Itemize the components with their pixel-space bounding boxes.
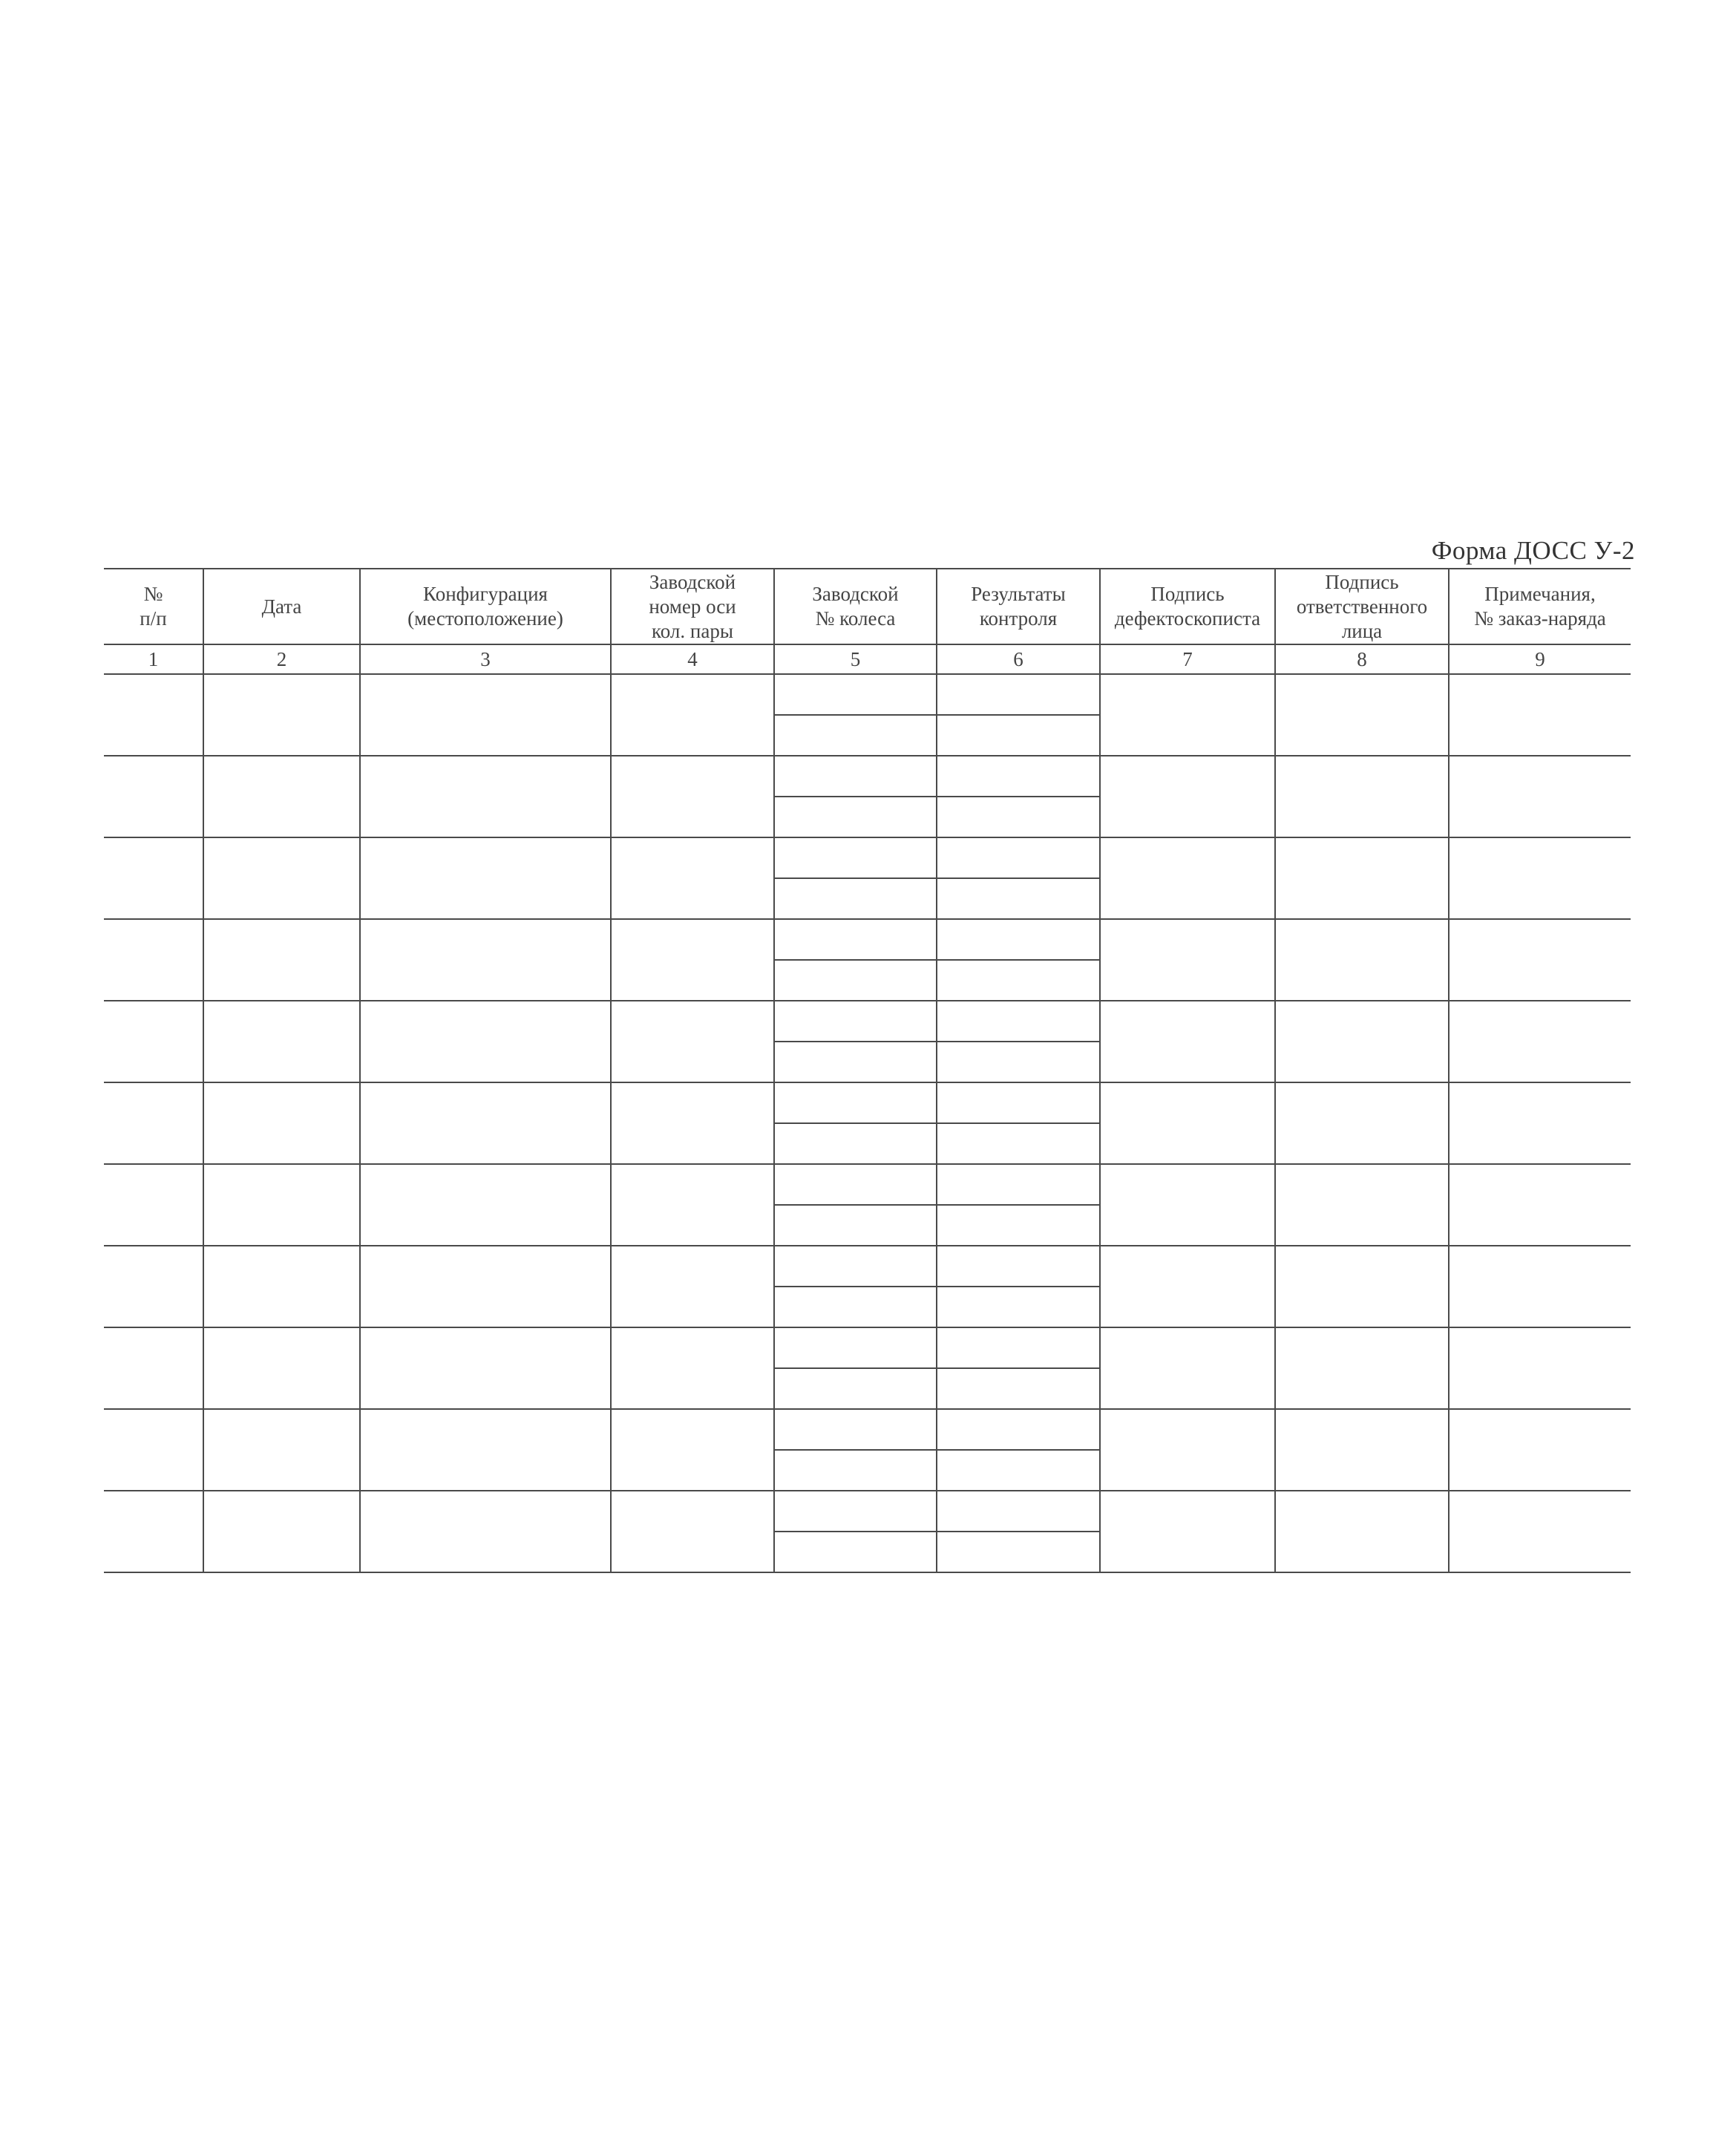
cell-configuration[interactable] [360, 919, 611, 1001]
cell-wheel-number[interactable] [774, 1001, 937, 1042]
cell-responsible-signature[interactable] [1275, 1246, 1449, 1327]
cell-number[interactable] [104, 1164, 203, 1246]
header-text-line: контроля [979, 607, 1058, 630]
header-text-line: Заводской [812, 583, 899, 605]
column-number: 7 [1100, 644, 1275, 674]
cell-date[interactable] [203, 1409, 360, 1491]
cell-date[interactable] [203, 1327, 360, 1409]
cell-results[interactable] [937, 1246, 1100, 1287]
cell-wheel-number[interactable] [774, 1287, 937, 1327]
cell-date[interactable] [203, 1082, 360, 1164]
cell-responsible-signature[interactable] [1275, 756, 1449, 837]
column-number-row [104, 644, 1631, 674]
header-text-line: Дата [261, 595, 302, 618]
entry-row [104, 919, 1631, 960]
cell-results[interactable] [937, 1042, 1100, 1082]
header-text-line: ответственного [1296, 595, 1428, 618]
cell-wheel-number[interactable] [774, 1368, 937, 1409]
cell-wheel-number[interactable] [774, 756, 937, 797]
cell-axle-number[interactable] [611, 756, 774, 837]
cell-number[interactable] [104, 1327, 203, 1409]
journal-entries [104, 674, 1631, 1572]
entry-row [104, 756, 1631, 797]
cell-number[interactable] [104, 1001, 203, 1082]
cell-results[interactable] [937, 1205, 1100, 1246]
cell-inspector-signature[interactable] [1100, 1409, 1275, 1491]
cell-wheel-number[interactable] [774, 715, 937, 756]
cell-responsible-signature[interactable] [1275, 674, 1449, 756]
cell-axle-number[interactable] [611, 837, 774, 919]
cell-axle-number[interactable] [611, 1409, 774, 1491]
header-text-line: Заводской [649, 570, 736, 593]
cell-notes[interactable] [1449, 919, 1631, 1001]
cell-responsible-signature[interactable] [1275, 837, 1449, 919]
column-number: 8 [1275, 644, 1449, 674]
cell-wheel-number[interactable] [774, 1042, 937, 1082]
cell-wheel-number[interactable] [774, 1205, 937, 1246]
header-cell-results [937, 569, 1100, 644]
cell-notes[interactable] [1449, 674, 1631, 756]
cell-results[interactable] [937, 674, 1100, 715]
header-cell-axle-number [611, 569, 774, 644]
cell-wheel-number[interactable] [774, 1409, 937, 1450]
cell-wheel-number[interactable] [774, 837, 937, 878]
entry-row [104, 837, 1631, 878]
cell-wheel-number[interactable] [774, 1491, 937, 1532]
cell-wheel-number[interactable] [774, 1327, 937, 1368]
cell-notes[interactable] [1449, 756, 1631, 837]
cell-results[interactable] [937, 1368, 1100, 1409]
cell-inspector-signature[interactable] [1100, 1327, 1275, 1409]
cell-notes[interactable] [1449, 1082, 1631, 1164]
cell-configuration[interactable] [360, 1491, 611, 1572]
header-text-line: Примечания, [1484, 583, 1596, 605]
cell-number[interactable] [104, 837, 203, 919]
cell-results[interactable] [937, 1082, 1100, 1123]
header-cell-date [203, 569, 360, 644]
cell-inspector-signature[interactable] [1100, 1491, 1275, 1572]
cell-wheel-number[interactable] [774, 797, 937, 837]
cell-configuration[interactable] [360, 756, 611, 837]
journal-table [104, 568, 1631, 1573]
cell-results[interactable] [937, 878, 1100, 919]
entry-row [104, 1246, 1631, 1287]
cell-wheel-number[interactable] [774, 1164, 937, 1205]
header-text-line: Подпись [1325, 570, 1399, 593]
header-text-line: номер оси [649, 595, 736, 618]
cell-inspector-signature[interactable] [1100, 1246, 1275, 1327]
cell-notes[interactable] [1449, 1164, 1631, 1246]
header-cell-wheel-number [774, 569, 937, 644]
header-text-line: № колеса [815, 607, 896, 630]
cell-configuration[interactable] [360, 1082, 611, 1164]
cell-number[interactable] [104, 674, 203, 756]
cell-date[interactable] [203, 919, 360, 1001]
cell-configuration[interactable] [360, 1001, 611, 1082]
cell-inspector-signature[interactable] [1100, 919, 1275, 1001]
cell-results[interactable] [937, 1164, 1100, 1205]
header-cell-inspector-signature [1100, 569, 1275, 644]
cell-date[interactable] [203, 674, 360, 756]
cell-results[interactable] [937, 1001, 1100, 1042]
column-number: 4 [611, 644, 774, 674]
cell-notes[interactable] [1449, 1246, 1631, 1327]
form-label: Форма ДОСС У-2 [1431, 536, 1635, 565]
cell-wheel-number[interactable] [774, 878, 937, 919]
cell-axle-number[interactable] [611, 1246, 774, 1327]
cell-configuration[interactable] [360, 674, 611, 756]
cell-results[interactable] [937, 1123, 1100, 1164]
cell-results[interactable] [937, 837, 1100, 878]
cell-axle-number[interactable] [611, 674, 774, 756]
cell-inspector-signature[interactable] [1100, 1164, 1275, 1246]
cell-number[interactable] [104, 756, 203, 837]
header-text-line: Подпись [1150, 583, 1225, 605]
cell-results[interactable] [937, 715, 1100, 756]
column-number: 1 [104, 644, 203, 674]
cell-number[interactable] [104, 1491, 203, 1572]
cell-wheel-number[interactable] [774, 1532, 937, 1572]
column-number: 9 [1449, 644, 1631, 674]
cell-axle-number[interactable] [611, 1327, 774, 1409]
header-text-line: Конфигурация [423, 583, 548, 605]
cell-results[interactable] [937, 1409, 1100, 1450]
cell-inspector-signature[interactable] [1100, 1001, 1275, 1082]
cell-date[interactable] [203, 1246, 360, 1327]
header-text-line: Результаты [971, 583, 1066, 605]
cell-date[interactable] [203, 1491, 360, 1572]
cell-axle-number[interactable] [611, 1164, 774, 1246]
cell-inspector-signature[interactable] [1100, 756, 1275, 837]
header-text-line: (местоположение) [407, 607, 563, 630]
column-number: 6 [937, 644, 1100, 674]
cell-inspector-signature[interactable] [1100, 837, 1275, 919]
header-cell-responsible-signature [1275, 569, 1449, 644]
cell-configuration[interactable] [360, 1246, 611, 1327]
cell-wheel-number[interactable] [774, 919, 937, 960]
header-cell-number [104, 569, 203, 644]
entry-row [104, 1491, 1631, 1532]
entry-row [104, 1164, 1631, 1205]
header-text-line: № [143, 583, 163, 605]
column-number: 2 [203, 644, 360, 674]
cell-axle-number[interactable] [611, 1491, 774, 1572]
cell-responsible-signature[interactable] [1275, 1491, 1449, 1572]
cell-inspector-signature[interactable] [1100, 674, 1275, 756]
cell-results[interactable] [937, 919, 1100, 960]
entry-row [104, 1327, 1631, 1368]
cell-configuration[interactable] [360, 1409, 611, 1491]
cell-results[interactable] [937, 1327, 1100, 1368]
header-text-line: кол. пары [652, 619, 733, 642]
cell-number[interactable] [104, 1409, 203, 1491]
cell-responsible-signature[interactable] [1275, 1001, 1449, 1082]
cell-configuration[interactable] [360, 1164, 611, 1246]
cell-notes[interactable] [1449, 1409, 1631, 1491]
cell-results[interactable] [937, 756, 1100, 797]
cell-configuration[interactable] [360, 837, 611, 919]
cell-results[interactable] [937, 797, 1100, 837]
cell-date[interactable] [203, 1001, 360, 1082]
cell-number[interactable] [104, 919, 203, 1001]
cell-notes[interactable] [1449, 1327, 1631, 1409]
column-number: 5 [774, 644, 937, 674]
entry-row [104, 674, 1631, 715]
cell-axle-number[interactable] [611, 1082, 774, 1164]
cell-results[interactable] [937, 1450, 1100, 1491]
header-cell-configuration [360, 569, 611, 644]
cell-axle-number[interactable] [611, 919, 774, 1001]
entry-row [104, 1001, 1631, 1042]
cell-responsible-signature[interactable] [1275, 1327, 1449, 1409]
column-number: 3 [360, 644, 611, 674]
header-text-line: дефектоскописта [1114, 607, 1261, 630]
cell-responsible-signature[interactable] [1275, 1164, 1449, 1246]
cell-wheel-number[interactable] [774, 1082, 937, 1123]
cell-results[interactable] [937, 1287, 1100, 1327]
cell-configuration[interactable] [360, 1327, 611, 1409]
cell-wheel-number[interactable] [774, 674, 937, 715]
cell-wheel-number[interactable] [774, 960, 937, 1001]
cell-number[interactable] [104, 1246, 203, 1327]
cell-number[interactable] [104, 1082, 203, 1164]
cell-date[interactable] [203, 1164, 360, 1246]
cell-results[interactable] [937, 960, 1100, 1001]
cell-wheel-number[interactable] [774, 1246, 937, 1287]
cell-responsible-signature[interactable] [1275, 1409, 1449, 1491]
cell-results[interactable] [937, 1491, 1100, 1532]
cell-date[interactable] [203, 756, 360, 837]
cell-responsible-signature[interactable] [1275, 919, 1449, 1001]
cell-wheel-number[interactable] [774, 1450, 937, 1491]
cell-inspector-signature[interactable] [1100, 1082, 1275, 1164]
cell-notes[interactable] [1449, 837, 1631, 919]
cell-wheel-number[interactable] [774, 1123, 937, 1164]
cell-responsible-signature[interactable] [1275, 1082, 1449, 1164]
cell-notes[interactable] [1449, 1491, 1631, 1572]
header-text-line: лица [1341, 619, 1383, 642]
cell-notes[interactable] [1449, 1001, 1631, 1082]
cell-axle-number[interactable] [611, 1001, 774, 1082]
header-row [104, 569, 1631, 644]
header-text-line: п/п [140, 607, 167, 630]
header-text-line: № заказ-наряда [1474, 607, 1606, 630]
entry-row [104, 1082, 1631, 1123]
entry-row [104, 1409, 1631, 1450]
cell-results[interactable] [937, 1532, 1100, 1572]
header-cell-notes [1449, 569, 1631, 644]
cell-date[interactable] [203, 837, 360, 919]
